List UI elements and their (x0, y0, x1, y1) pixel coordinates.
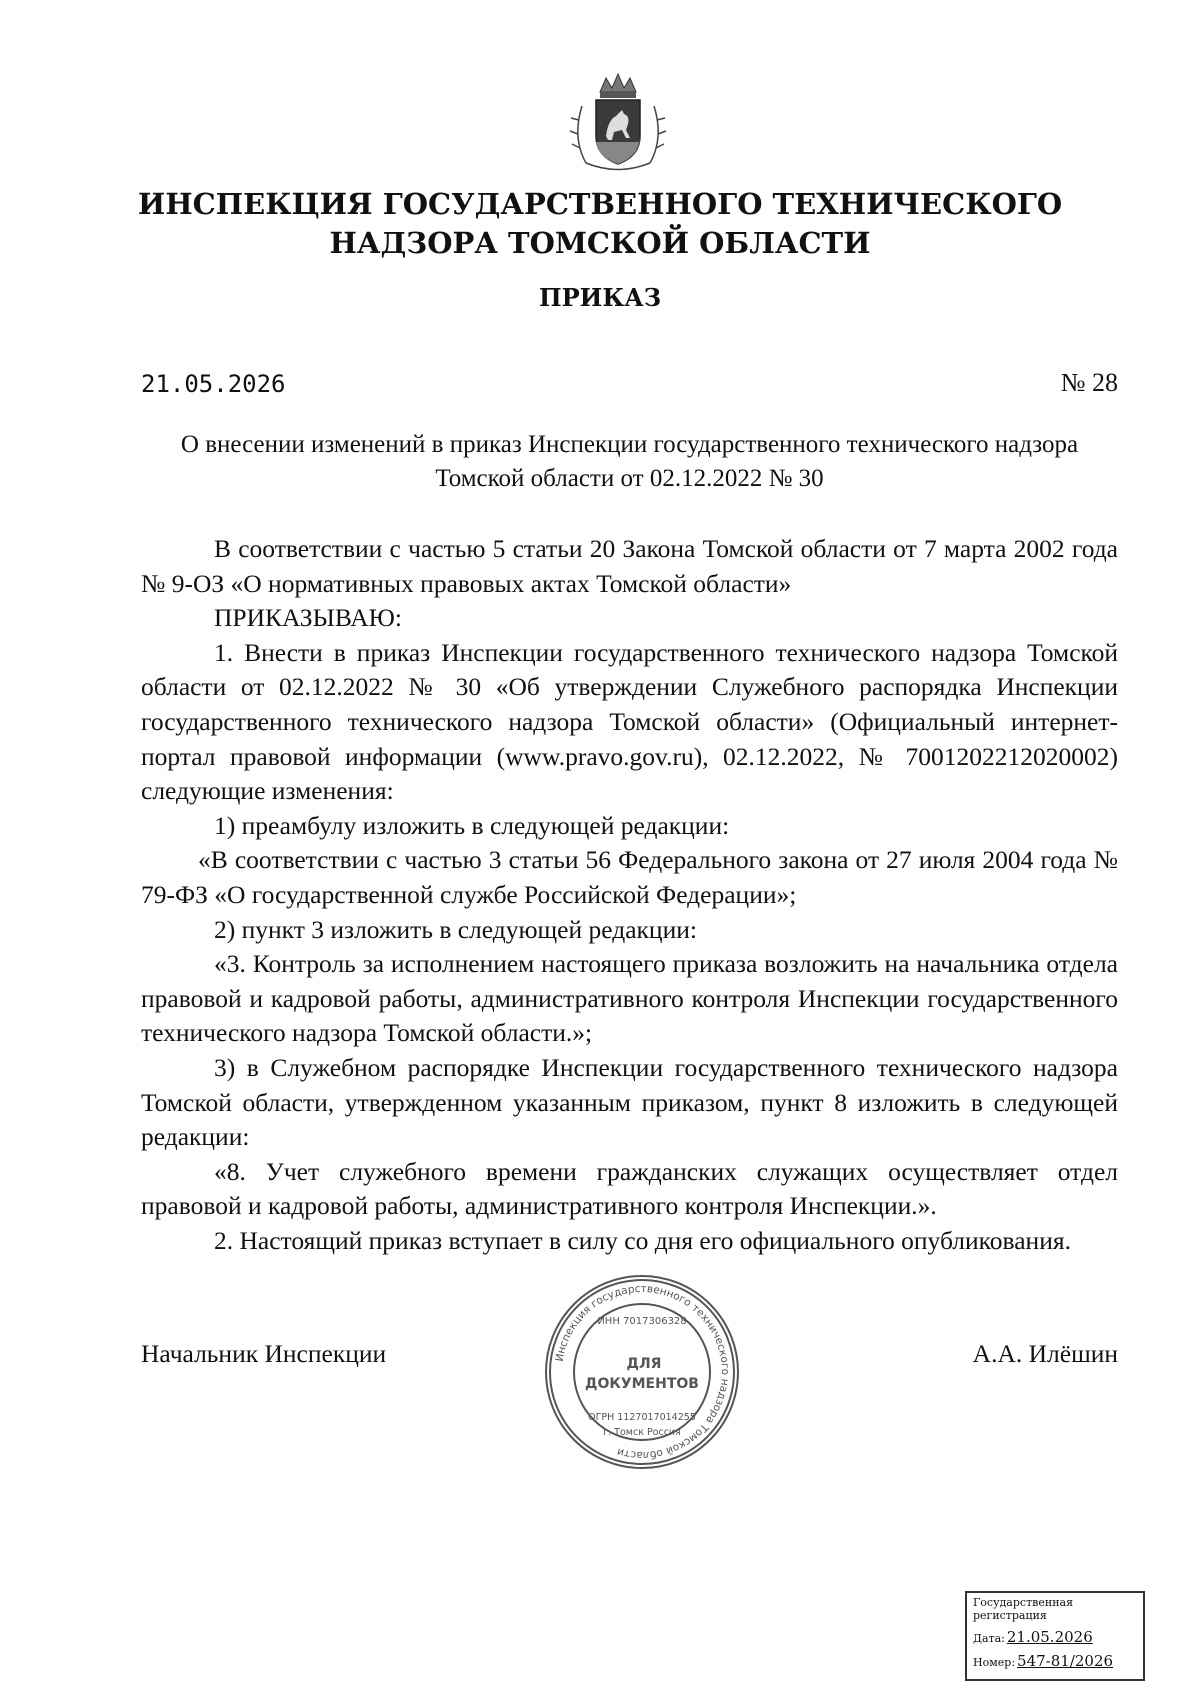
stamp-inn: ИНН 7017306328 (597, 1316, 687, 1327)
document-type: ПРИКАЗ (538, 283, 662, 312)
stamp-outer-text: Инспекция государственного технического надзора Томской области (553, 1282, 732, 1462)
paragraph-subitem-3: 3) в Служебном распорядке Инспекции государственного технического надзора Томской области, утвержденном указанным приказом, пункт 8 изложить в следующей редакции: (141, 1052, 1118, 1152)
paragraph-quote-3: «8. Учет служебного времени гражданских служащих осуществляет отдел правовой и кадровой работы, административного контроля Инспекции.». (141, 1156, 1118, 1221)
org-name-line1: ИНСПЕКЦИЯ ГОСУДАРСТВЕННОГО ТЕХНИЧЕСКОГО (137, 187, 1063, 221)
registration-date-label: Дата: (973, 1632, 1005, 1645)
paragraph-item-1: 1. Внести в приказ Инспекции государственного технического надзора Томской области от 02.12.2022 № 30 «Об утверждении Служебного распорядка Инспекции государственного технического надзора Томской области» (Официальный интернет-портал правовой информации (www.pravo.gov.ru), 02.12.2022, № 7001202212020002) следующие изменения: (141, 637, 1118, 806)
org-name-line2: НАДЗОРА ТОМСКОЙ ОБЛАСТИ (329, 226, 871, 260)
stamp-center-line2: ДОКУМЕНТОВ (585, 1376, 699, 1392)
paragraph-quote-1: «В соответствии с частью 3 статьи 56 Федерального закона от 27 июля 2004 года № 79-ФЗ «О государственной службе Российской Федерации»; (141, 845, 1118, 909)
document-body (141, 532, 1118, 1258)
paragraph-order: ПРИКАЗЫВАЮ: (214, 603, 402, 633)
stamp-ogrn: ОГРН 1127017014255 (588, 1412, 696, 1423)
registration-number-value: 547-81/2026 (1017, 1652, 1114, 1670)
document-number: № 28 (1060, 368, 1118, 397)
document-subject: О внесении изменений в приказ Инспекции государственного технического надзора Томской области от 02.12.2022 № 30 (180, 431, 1079, 492)
registration-box (965, 1591, 1145, 1681)
paragraph-subitem-1: 1) преамбулу изложить в следующей редакции: (214, 810, 730, 840)
paragraph-basis: В соответствии с частью 5 статьи 20 Закона Томской области от 7 марта 2002 года № 9-ОЗ «О нормативных правовых актах Томской области» (141, 534, 1118, 598)
coat-of-arms-icon (566, 68, 670, 178)
official-stamp (542, 1272, 742, 1472)
registration-date-row (973, 1628, 1137, 1646)
registration-title: Государственная регистрация (973, 1596, 1074, 1622)
paragraph-quote-2: «3. Контроль за исполнением настоящего приказа возложить на начальника отдела правовой и кадровой работы, административного контроля Инспекции государственного технического надзора Томской области.»; (141, 949, 1118, 1048)
document-date: 21.05.2026 (141, 370, 286, 398)
stamp-center-line1: ДЛЯ (626, 1356, 662, 1372)
signatory-name: А.А. Илёшин (972, 1339, 1118, 1368)
registration-number-row (973, 1652, 1137, 1670)
paragraph-item-2: 2. Настоящий приказ вступает в силу со дня его официального опубликования. (214, 1225, 1071, 1255)
registration-number-label: Номер: (973, 1656, 1016, 1669)
stamp-city: г. Томск Россия (603, 1427, 681, 1438)
signatory-position: Начальник Инспекции (141, 1339, 387, 1368)
registration-date-value: 21.05.2026 (1006, 1628, 1093, 1646)
paragraph-subitem-2: 2) пункт 3 изложить в следующей редакции: (214, 914, 697, 944)
